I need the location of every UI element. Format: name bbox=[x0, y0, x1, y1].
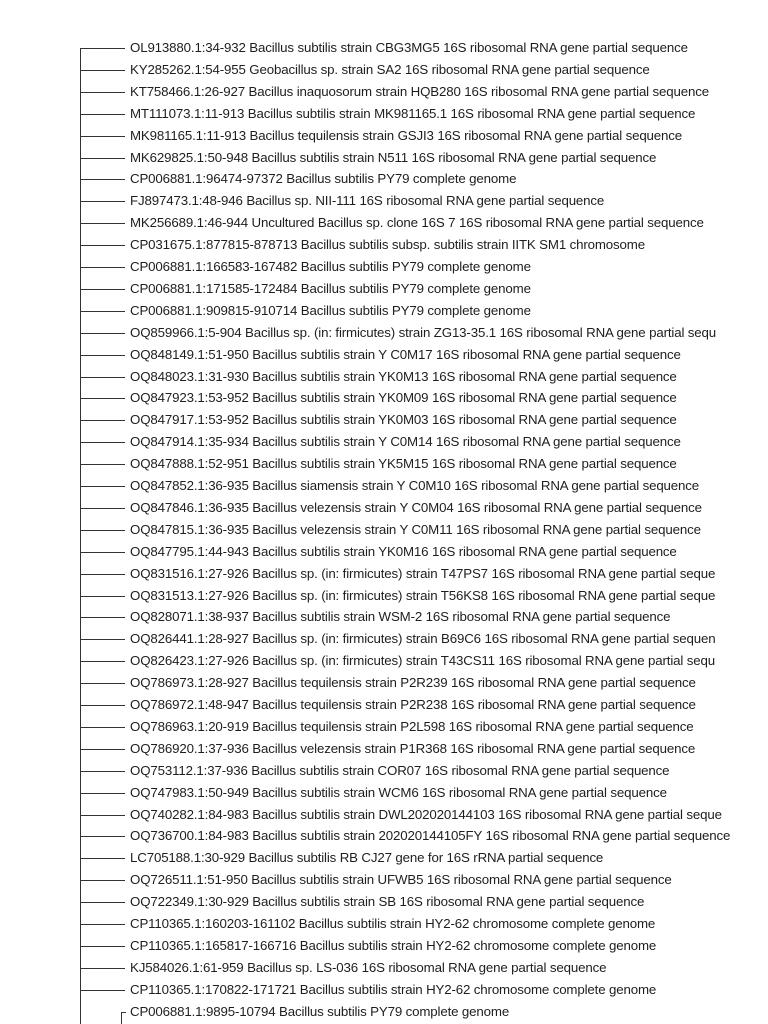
leaf-label: OL913880.1:34-932 Bacillus subtilis strain CBG3MG5 16S ribosomal RNA gene partial sequence bbox=[130, 40, 688, 55]
tree-branch bbox=[81, 705, 125, 706]
tree-branch bbox=[81, 245, 125, 246]
leaf-label: KJ584026.1:61-959 Bacillus sp. LS-036 16S ribosomal RNA gene partial sequence bbox=[130, 960, 607, 975]
leaf-label: MK256689.1:46-944 Uncultured Bacillus sp. clone 16S 7 16S ribosomal RNA gene partial sequence bbox=[130, 215, 704, 230]
leaf-label: OQ847846.1:36-935 Bacillus velezensis strain Y C0M04 16S ribosomal RNA gene partial sequence bbox=[130, 500, 702, 515]
leaf-label: CP110365.1:170822-171721 Bacillus subtilis strain HY2-62 chromosome complete genome bbox=[130, 982, 657, 997]
leaf-label: OQ786963.1:20-919 Bacillus tequilensis strain P2L598 16S ribosomal RNA gene partial sequence bbox=[130, 719, 694, 734]
tree-branch bbox=[81, 639, 125, 640]
tree-branch bbox=[81, 420, 125, 421]
tree-branch bbox=[81, 771, 125, 772]
tree-branch bbox=[81, 574, 125, 575]
leaf-label: CP006881.1:171585-172484 Bacillus subtilis PY79 complete genome bbox=[130, 281, 531, 296]
leaf-label: OQ726511.1:51-950 Bacillus subtilis strain UFWB5 16S ribosomal RNA gene partial sequence bbox=[130, 872, 672, 887]
tree-branch bbox=[81, 617, 125, 618]
tree-branch bbox=[121, 1012, 126, 1013]
tree-branch bbox=[81, 158, 125, 159]
leaf-label: OQ786972.1:48-947 Bacillus tequilensis strain P2R238 16S ribosomal RNA gene partial sequence bbox=[130, 697, 696, 712]
tree-branch bbox=[81, 946, 125, 947]
leaf-label: OQ831516.1:27-926 Bacillus sp. (in: firmicutes) strain T47PS7 16S ribosomal RNA gene partial seque bbox=[130, 566, 716, 581]
leaf-label: OQ848023.1:31-930 Bacillus subtilis strain YK0M13 16S ribosomal RNA gene partial sequence bbox=[130, 369, 677, 384]
tree-branch bbox=[81, 398, 125, 399]
tree-branch bbox=[81, 683, 125, 684]
leaf-label: OQ847888.1:52-951 Bacillus subtilis strain YK5M15 16S ribosomal RNA gene partial sequence bbox=[130, 456, 677, 471]
tree-main-spine bbox=[80, 48, 81, 1024]
tree-branch bbox=[81, 990, 125, 991]
leaf-label: OQ847914.1:35-934 Bacillus subtilis strain Y C0M14 16S ribosomal RNA gene partial sequence bbox=[130, 434, 681, 449]
tree-branch bbox=[81, 530, 125, 531]
tree-branch bbox=[81, 311, 125, 312]
tree-branch bbox=[81, 48, 125, 49]
leaf-label: CP006881.1:909815-910714 Bacillus subtilis PY79 complete genome bbox=[130, 303, 531, 318]
tree-branch bbox=[81, 880, 125, 881]
leaf-label: OQ831513.1:27-926 Bacillus sp. (in: firmicutes) strain T56KS8 16S ribosomal RNA gene partial seque bbox=[130, 588, 716, 603]
tree-branch bbox=[81, 179, 125, 180]
leaf-label: CP006881.1:96474-97372 Bacillus subtilis PY79 complete genome bbox=[130, 171, 517, 186]
leaf-label: OQ736700.1:84-983 Bacillus subtilis strain 202020144105FY 16S ribosomal RNA gene partial sequence bbox=[130, 828, 731, 843]
leaf-label: OQ747983.1:50-949 Bacillus subtilis strain WCM6 16S ribosomal RNA gene partial sequence bbox=[130, 785, 667, 800]
tree-branch bbox=[81, 136, 125, 137]
tree-branch bbox=[81, 201, 125, 202]
leaf-label: KT758466.1:26-927 Bacillus inaquosorum strain HQB280 16S ribosomal RNA gene partial sequence bbox=[130, 84, 710, 99]
leaf-label: CP031675.1:877815-878713 Bacillus subtilis subsp. subtilis strain IITK SM1 chromosome bbox=[130, 237, 645, 252]
tree-branch bbox=[81, 858, 125, 859]
leaf-label: OQ722349.1:30-929 Bacillus subtilis strain SB 16S ribosomal RNA gene partial sequence bbox=[130, 894, 645, 909]
tree-branch bbox=[81, 114, 125, 115]
leaf-label: CP006881.1:166583-167482 Bacillus subtilis PY79 complete genome bbox=[130, 259, 531, 274]
tree-bottom-subclade-spine bbox=[121, 1012, 122, 1024]
tree-branch bbox=[81, 442, 125, 443]
leaf-label: CP110365.1:160203-161102 Bacillus subtilis strain HY2-62 chromosome complete genome bbox=[130, 916, 656, 931]
tree-branch bbox=[81, 749, 125, 750]
tree-branch bbox=[81, 552, 125, 553]
leaf-label: OQ753112.1:37-936 Bacillus subtilis strain COR07 16S ribosomal RNA gene partial sequence bbox=[130, 763, 670, 778]
tree-branch bbox=[81, 333, 125, 334]
tree-branch bbox=[81, 92, 125, 93]
leaf-label: KY285262.1:54-955 Geobacillus sp. strain SA2 16S ribosomal RNA gene partial sequence bbox=[130, 62, 650, 77]
leaf-label: OQ847852.1:36-935 Bacillus siamensis strain Y C0M10 16S ribosomal RNA gene partial sequence bbox=[130, 478, 700, 493]
leaf-label: FJ897473.1:48-946 Bacillus sp. NII-111 16S ribosomal RNA gene partial sequence bbox=[130, 193, 605, 208]
leaf-label: OQ786920.1:37-936 Bacillus velezensis strain P1R368 16S ribosomal RNA gene partial sequence bbox=[130, 741, 696, 756]
tree-branch bbox=[81, 267, 125, 268]
tree-branch bbox=[81, 661, 125, 662]
leaf-label: OQ847815.1:36-935 Bacillus velezensis strain Y C0M11 16S ribosomal RNA gene partial sequence bbox=[130, 522, 701, 537]
tree-branch bbox=[81, 377, 125, 378]
leaf-label: OQ740282.1:84-983 Bacillus subtilis strain DWL202020144103 16S ribosomal RNA gene partial seque bbox=[130, 807, 722, 822]
tree-branch bbox=[81, 968, 125, 969]
tree-branch bbox=[81, 836, 125, 837]
leaf-label: OQ826423.1:27-926 Bacillus sp. (in: firmicutes) strain T43CS11 16S ribosomal RNA gene partial sequ bbox=[130, 653, 715, 668]
tree-branch bbox=[81, 902, 125, 903]
leaf-label: MK981165.1:11-913 Bacillus tequilensis strain GSJI3 16S ribosomal RNA gene partial sequence bbox=[130, 128, 683, 143]
tree-branch bbox=[81, 223, 125, 224]
tree-branch bbox=[81, 815, 125, 816]
leaf-label: LC705188.1:30-929 Bacillus subtilis RB CJ27 gene for 16S rRNA partial sequence bbox=[130, 850, 604, 865]
leaf-label: OQ826441.1:28-927 Bacillus sp. (in: firmicutes) strain B69C6 16S ribosomal RNA gene partial sequen bbox=[130, 631, 716, 646]
tree-branch bbox=[81, 596, 125, 597]
tree-branch bbox=[81, 727, 125, 728]
leaf-label: CP006881.1:9895-10794 Bacillus subtilis PY79 complete genome bbox=[130, 1004, 510, 1019]
leaf-label: MK629825.1:50-948 Bacillus subtilis strain N511 16S ribosomal RNA gene partial sequence bbox=[130, 150, 657, 165]
leaf-label: OQ847795.1:44-943 Bacillus subtilis strain YK0M16 16S ribosomal RNA gene partial sequence bbox=[130, 544, 677, 559]
tree-branch bbox=[81, 289, 125, 290]
leaf-label: MT111073.1:11-913 Bacillus subtilis strain MK981165.1 16S ribosomal RNA gene partial sequence bbox=[130, 106, 696, 121]
tree-branch bbox=[81, 793, 125, 794]
leaf-label: CP110365.1:165817-166716 Bacillus subtilis strain HY2-62 chromosome complete genome bbox=[130, 938, 657, 953]
leaf-label: OQ859966.1:5-904 Bacillus sp. (in: firmicutes) strain ZG13-35.1 16S ribosomal RNA gene partial sequ bbox=[130, 325, 717, 340]
tree-branch bbox=[81, 924, 125, 925]
tree-branch bbox=[81, 508, 125, 509]
leaf-label: OQ847917.1:53-952 Bacillus subtilis strain YK0M03 16S ribosomal RNA gene partial sequence bbox=[130, 412, 677, 427]
tree-branch bbox=[81, 355, 125, 356]
tree-branch bbox=[81, 464, 125, 465]
leaf-label: OQ847923.1:53-952 Bacillus subtilis strain YK0M09 16S ribosomal RNA gene partial sequence bbox=[130, 390, 677, 405]
leaf-label: OQ848149.1:51-950 Bacillus subtilis strain Y C0M17 16S ribosomal RNA gene partial sequence bbox=[130, 347, 681, 362]
leaf-label: OQ786973.1:28-927 Bacillus tequilensis strain P2R239 16S ribosomal RNA gene partial sequence bbox=[130, 675, 696, 690]
tree-branch bbox=[81, 486, 125, 487]
tree-branch bbox=[81, 70, 125, 71]
leaf-label: OQ828071.1:38-937 Bacillus subtilis strain WSM-2 16S ribosomal RNA gene partial sequence bbox=[130, 609, 671, 624]
